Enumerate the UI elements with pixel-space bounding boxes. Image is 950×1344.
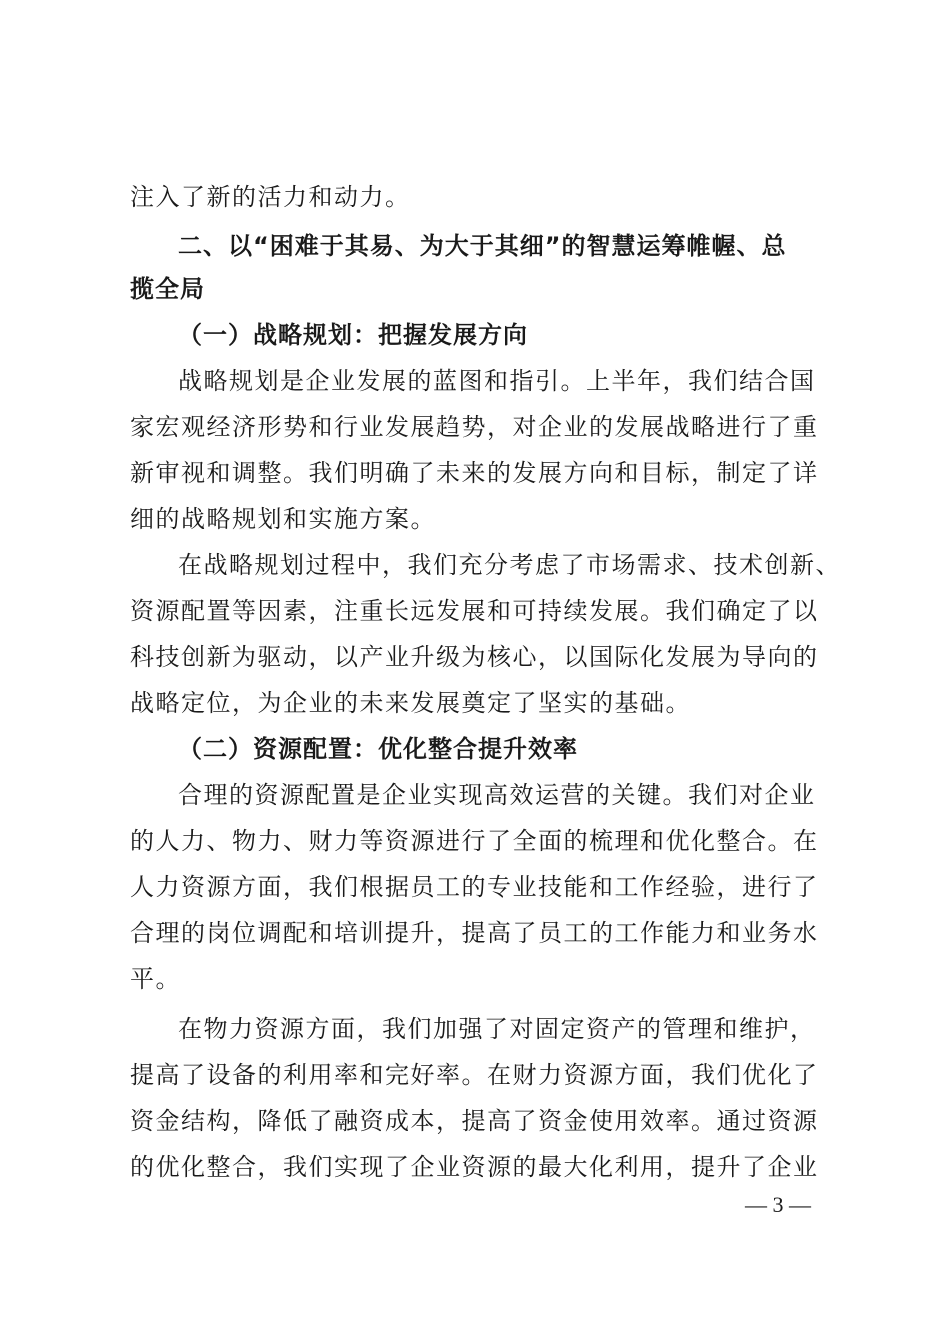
body-line: 新审视和调整。我们明确了未来的发展方向和目标，制定了详 <box>130 459 819 487</box>
body-line: 提高了设备的利用率和完好率。在财力资源方面，我们优化了 <box>130 1061 819 1089</box>
body-line: 细的战略规划和实施方案。 <box>130 505 436 533</box>
body-line: 注入了新的活力和动力。 <box>130 183 411 211</box>
body-line: 家宏观经济形势和行业发展趋势，对企业的发展战略进行了重 <box>130 413 819 441</box>
section-heading: 二、以“困难于其易、为大于其细”的智慧运筹帷幄、总 <box>178 232 787 260</box>
body-line: 战略定位，为企业的未来发展奠定了坚实的基础。 <box>130 689 691 717</box>
body-line: 的优化整合，我们实现了企业资源的最大化利用，提升了企业 <box>130 1153 819 1181</box>
page-number: — 3 — <box>745 1192 811 1217</box>
body-line: 人力资源方面，我们根据员工的专业技能和工作经验，进行了 <box>130 873 819 901</box>
body-line: 合理的资源配置是企业实现高效运营的关键。我们对企业 <box>178 781 816 809</box>
body-line: 科技创新为驱动，以产业升级为核心，以国际化发展为导向的 <box>130 643 819 671</box>
subsection-heading: （一）战略规划：把握发展方向 <box>178 320 528 349</box>
body-line: 平。 <box>130 965 181 993</box>
body-line: 的人力、物力、财力等资源进行了全面的梳理和优化整合。在 <box>130 827 819 855</box>
body-line: 在战略规划过程中，我们充分考虑了市场需求、技术创新、 <box>178 551 841 579</box>
body-line: 合理的岗位调配和培训提升，提高了员工的工作能力和业务水 <box>130 919 819 947</box>
body-line: 资源配置等因素，注重长远发展和可持续发展。我们确定了以 <box>130 597 819 625</box>
body-line: 资金结构，降低了融资成本，提高了资金使用效率。通过资源 <box>130 1107 819 1135</box>
body-line: 战略规划是企业发展的蓝图和指引。上半年，我们结合国 <box>178 367 816 395</box>
subsection-heading: （二）资源配置：优化整合提升效率 <box>178 734 578 763</box>
section-heading-continued: 揽全局 <box>130 275 205 303</box>
body-line: 在物力资源方面，我们加强了对固定资产的管理和维护， <box>178 1015 816 1043</box>
